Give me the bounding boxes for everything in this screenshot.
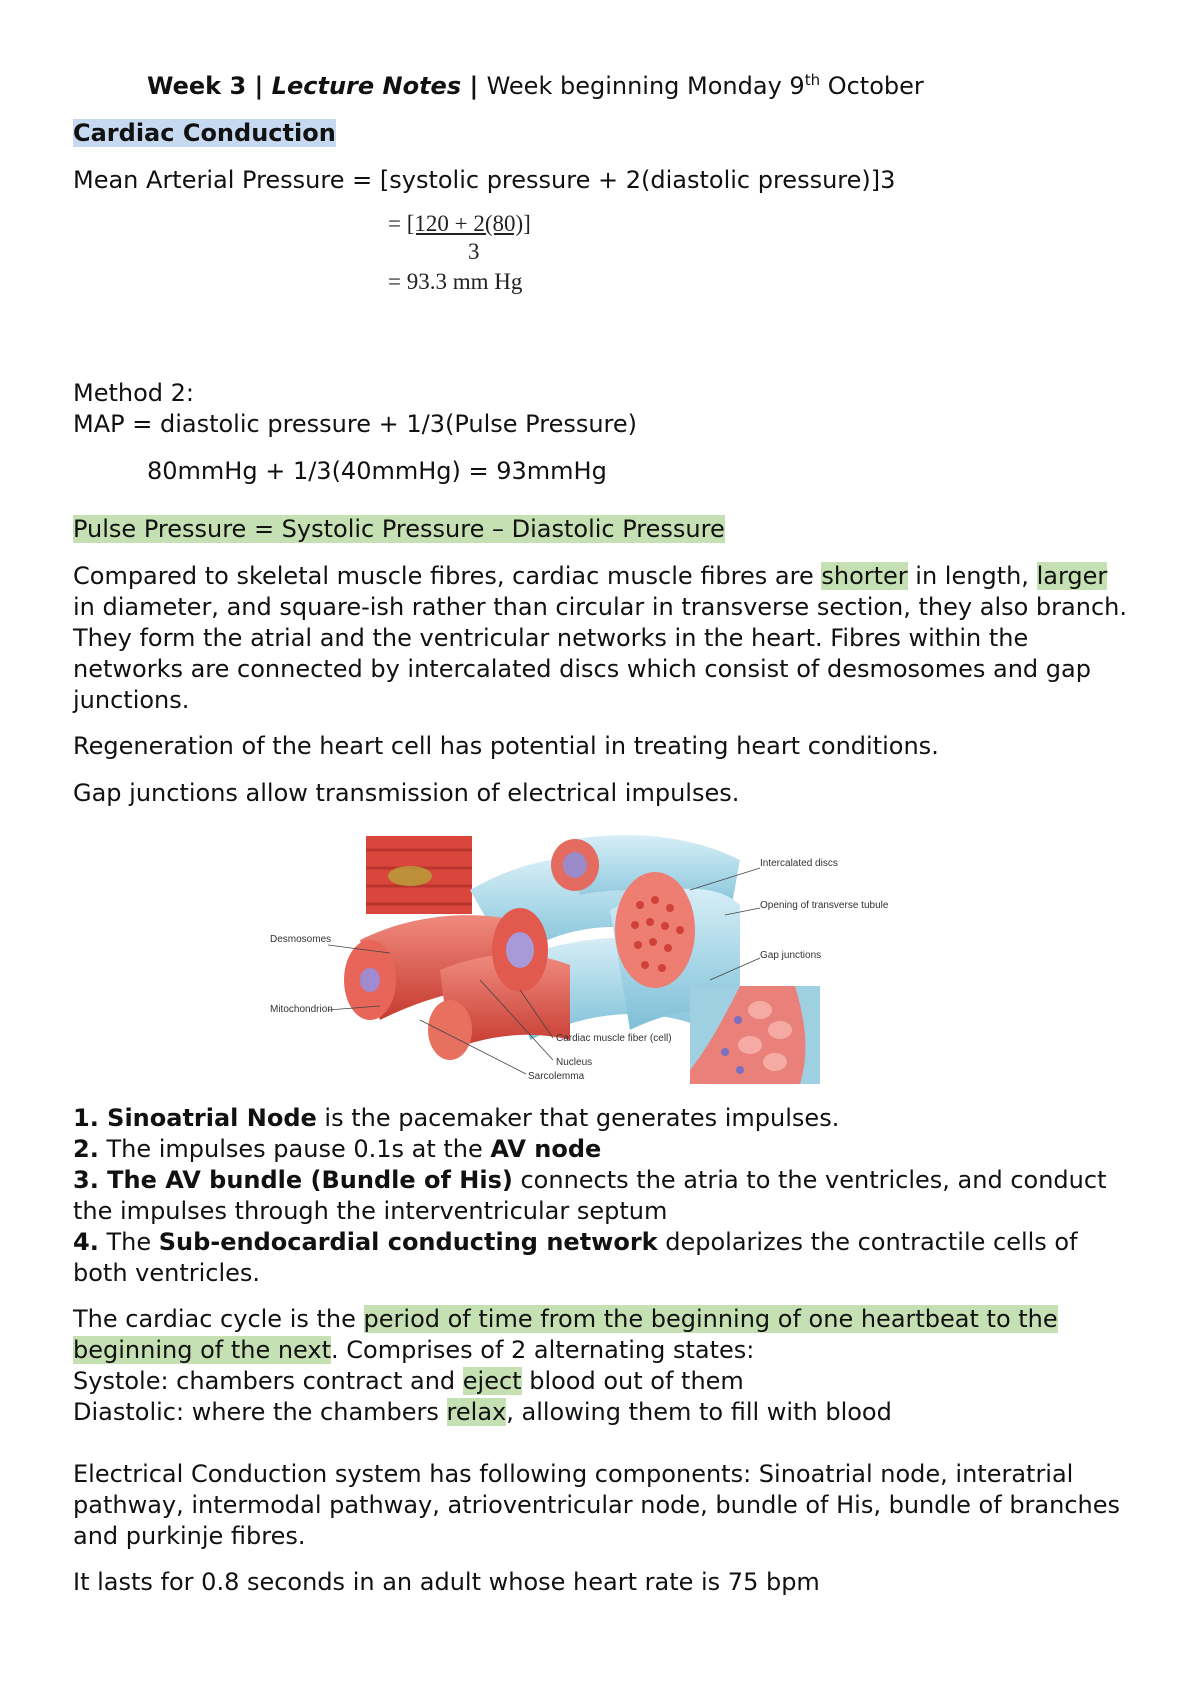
- header-week: Week 3: [147, 72, 247, 100]
- section-title: Cardiac Conduction: [73, 119, 336, 147]
- list-item: 2. The impulses pause 0.1s at the AV node: [73, 1135, 602, 1163]
- list-item: 1. Sinoatrial Node is the pacemaker that generates impulses.: [73, 1104, 840, 1132]
- label-sarcolemma: Sarcolemma: [528, 1071, 585, 1082]
- electrical-conduction-paragraph: Electrical Conduction system has following components: Sinoatrial node, interatrial pathway, intermodal pathway, atrioventricular node, bundle of His, bundle of branches and purkinje fibres.: [73, 1460, 1121, 1550]
- calc-line-3: = 93.3 mm Hg: [388, 269, 523, 294]
- diastole-line: Diastolic: where the chambers relax, allowing them to fill with blood: [73, 1398, 892, 1426]
- gap-junctions-paragraph: Gap junctions allow transmission of electrical impulses.: [73, 779, 740, 807]
- label-cardiac-muscle-fiber: Cardiac muscle fiber (cell): [556, 1033, 672, 1044]
- calc-line-1: = [120 + 2(80)]: [388, 211, 531, 236]
- cardiac-muscle-figure: [270, 830, 890, 1090]
- page-header: Week 3 | Lecture Notes | Week beginning Monday 9th October: [147, 71, 924, 100]
- label-intercalated-discs: Intercalated discs: [760, 858, 838, 869]
- conduction-list: [73, 1103, 1133, 1289]
- systole-line: Systole: chambers contract and eject blood out of them: [73, 1367, 744, 1395]
- list-item: 4. The Sub-endocardial conducting network depolarizes the contractile cells of both ventricles.: [73, 1228, 1078, 1287]
- regeneration-paragraph: Regeneration of the heart cell has potential in treating heart conditions.: [73, 732, 939, 760]
- method2-example: 80mmHg + 1/3(40mmHg) = 93mmHg: [147, 457, 607, 485]
- calc-line-2: 3: [468, 239, 480, 264]
- pulse-pressure-definition: Pulse Pressure = Systolic Pressure – Diastolic Pressure: [73, 515, 725, 543]
- header-week-beginning: Week beginning Monday 9: [486, 72, 805, 100]
- method2-formula: MAP = diastolic pressure + 1/3(Pulse Pressure): [73, 410, 638, 438]
- cycle-duration-paragraph: It lasts for 0.8 seconds in an adult whose heart rate is 75 bpm: [73, 1568, 820, 1596]
- method2-title: Method 2:: [73, 379, 194, 407]
- label-opening-t-tubule: Opening of transverse tubule: [760, 900, 889, 911]
- map-formula: Mean Arterial Pressure = [systolic pressure + 2(diastolic pressure)]3: [73, 166, 896, 194]
- label-nucleus: Nucleus: [556, 1057, 593, 1068]
- header-lecture-notes: Lecture Notes: [271, 72, 462, 100]
- muscle-fibres-paragraph: Compared to skeletal muscle fibres, cardiac muscle fibres are shorter in length, larger in diameter, and square-ish rather than circular in transverse section, they also branch. They form the atrial and the ventricular networks in the heart. Fibres within the networks are connected by intercalated discs which consist of desmosomes and gap junctions.: [73, 562, 1127, 714]
- cardiac-cycle-paragraph: The cardiac cycle is the period of time from the beginning of one heartbeat to the beginning of the next. Comprises of 2 alternating states: Systole: chambers contract and eject blood out of them Diastolic: where the chambers relax, allowing them to fill with blood: [73, 1304, 1133, 1428]
- label-mitochondrion: Mitochondrion: [270, 1004, 333, 1015]
- label-desmosomes: Desmosomes: [270, 934, 332, 945]
- list-item: 3. The AV bundle (Bundle of His) connects the atria to the ventricles, and conduct the impulses through the interventricular septum: [73, 1166, 1107, 1225]
- label-gap-junctions: Gap junctions: [760, 950, 822, 961]
